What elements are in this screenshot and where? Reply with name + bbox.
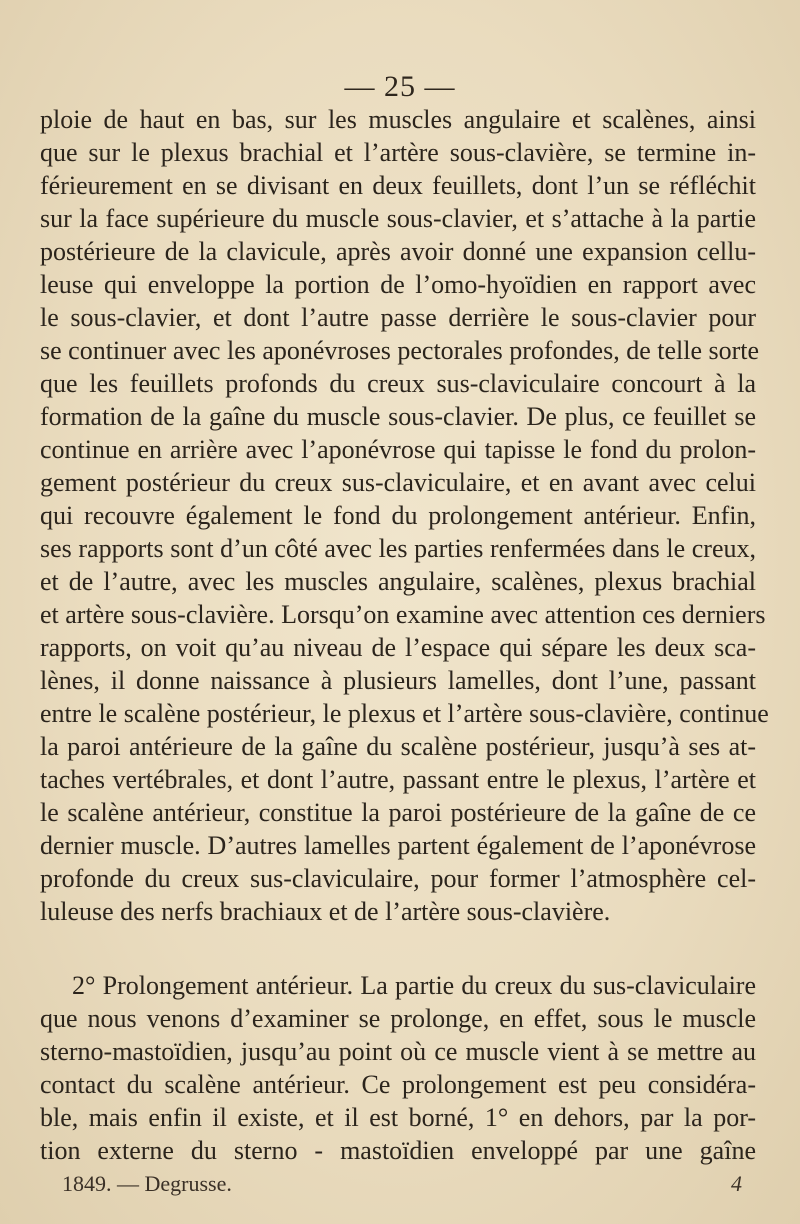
text-line: et de l’autre, avec les muscles angulaire, scalènes, plexus brachial bbox=[40, 567, 756, 596]
text-line: sur la face supérieure du muscle sous-clavier, et s’attache à la partie bbox=[40, 204, 756, 233]
text-line: sterno-mastoïdien, jusqu’au point où ce muscle vient à se mettre au bbox=[40, 1037, 756, 1066]
text-line: ses rapports sont d’un côté avec les parties renfermées dans le creux, bbox=[40, 534, 756, 563]
paragraph-1 bbox=[40, 103, 769, 928]
text-line: ploie de haut en bas, sur les muscles angulaire et scalènes, ainsi bbox=[40, 105, 756, 134]
text-line: continue en arrière avec l’aponévrose qui tapisse le fond du prolon- bbox=[40, 435, 756, 464]
paragraph-spacer bbox=[40, 928, 756, 969]
text-line: et artère sous-clavière. Lorsqu’on examine avec attention ces derniers bbox=[40, 600, 766, 629]
page-number: — 25 — bbox=[344, 70, 456, 103]
text-line: postérieure de la clavicule, après avoir donné une expansion cellu- bbox=[40, 237, 756, 266]
text-line: ble, mais enfin il existe, et il est borné, 1° en dehors, par la por- bbox=[40, 1103, 756, 1132]
text-line: rapports, on voit qu’au niveau de l’espace qui sépare les deux sca- bbox=[40, 633, 756, 662]
text-line: qui recouvre également le fond du prolongement antérieur. Enfin, bbox=[40, 501, 756, 530]
signature-mark: 4 bbox=[731, 1171, 742, 1196]
text-line: que nous venons d’examiner se prolonge, en effet, sous le muscle bbox=[40, 1004, 756, 1033]
text-line: luleuse des nerfs brachiaux et de l’artère sous-clavière. bbox=[40, 897, 611, 926]
text-line: taches vertébrales, et dont l’autre, passant entre le plexus, l’artère et bbox=[40, 765, 756, 794]
text-line: formation de la gaîne du muscle sous-clavier. De plus, ce feuillet se bbox=[40, 402, 756, 431]
text-line: entre le scalène postérieur, le plexus et l’artère sous-clavière, continue bbox=[40, 699, 769, 728]
printer-imprint: 1849. — Degrusse. bbox=[62, 1171, 232, 1196]
text-line: 2° Prolongement antérieur. La partie du creux du sus-claviculaire bbox=[72, 971, 756, 1000]
text-line: que les feuillets profonds du creux sus-claviculaire concourt à la bbox=[40, 369, 756, 398]
text-line: férieurement en se divisant en deux feuillets, dont l’un se réfléchit bbox=[40, 171, 756, 200]
text-line: le sous-clavier, et dont l’autre passe derrière le sous-clavier pour bbox=[40, 303, 756, 332]
text-line: que sur le plexus brachial et l’artère sous-clavière, se termine in- bbox=[40, 138, 756, 167]
body-text bbox=[40, 103, 769, 1167]
page-footer bbox=[62, 1171, 742, 1199]
text-line: dernier muscle. D’autres lamelles partent également de l’aponévrose bbox=[40, 831, 756, 860]
text-line: la paroi antérieure de la gaîne du scalène postérieur, jusqu’à ses at- bbox=[40, 732, 756, 761]
text-line: profonde du creux sus-claviculaire, pour former l’atmosphère cel- bbox=[40, 864, 756, 893]
text-line: tion externe du sterno - mastoïdien enveloppé par une gaîne bbox=[40, 1136, 756, 1165]
paragraph-2 bbox=[40, 969, 756, 1167]
text-line: se continuer avec les aponévroses pectorales profondes, de telle sorte bbox=[40, 336, 760, 365]
text-line: contact du scalène antérieur. Ce prolongement est peu considéra- bbox=[40, 1070, 756, 1099]
text-line: gement postérieur du creux sus-claviculaire, et en avant avec celui bbox=[40, 468, 756, 497]
text-line: le scalène antérieur, constitue la paroi postérieure de la gaîne de ce bbox=[40, 798, 756, 827]
text-line: leuse qui enveloppe la portion de l’omo-hyoïdien en rapport avec bbox=[40, 270, 756, 299]
text-line: lènes, il donne naissance à plusieurs lamelles, dont l’une, passant bbox=[40, 666, 756, 695]
